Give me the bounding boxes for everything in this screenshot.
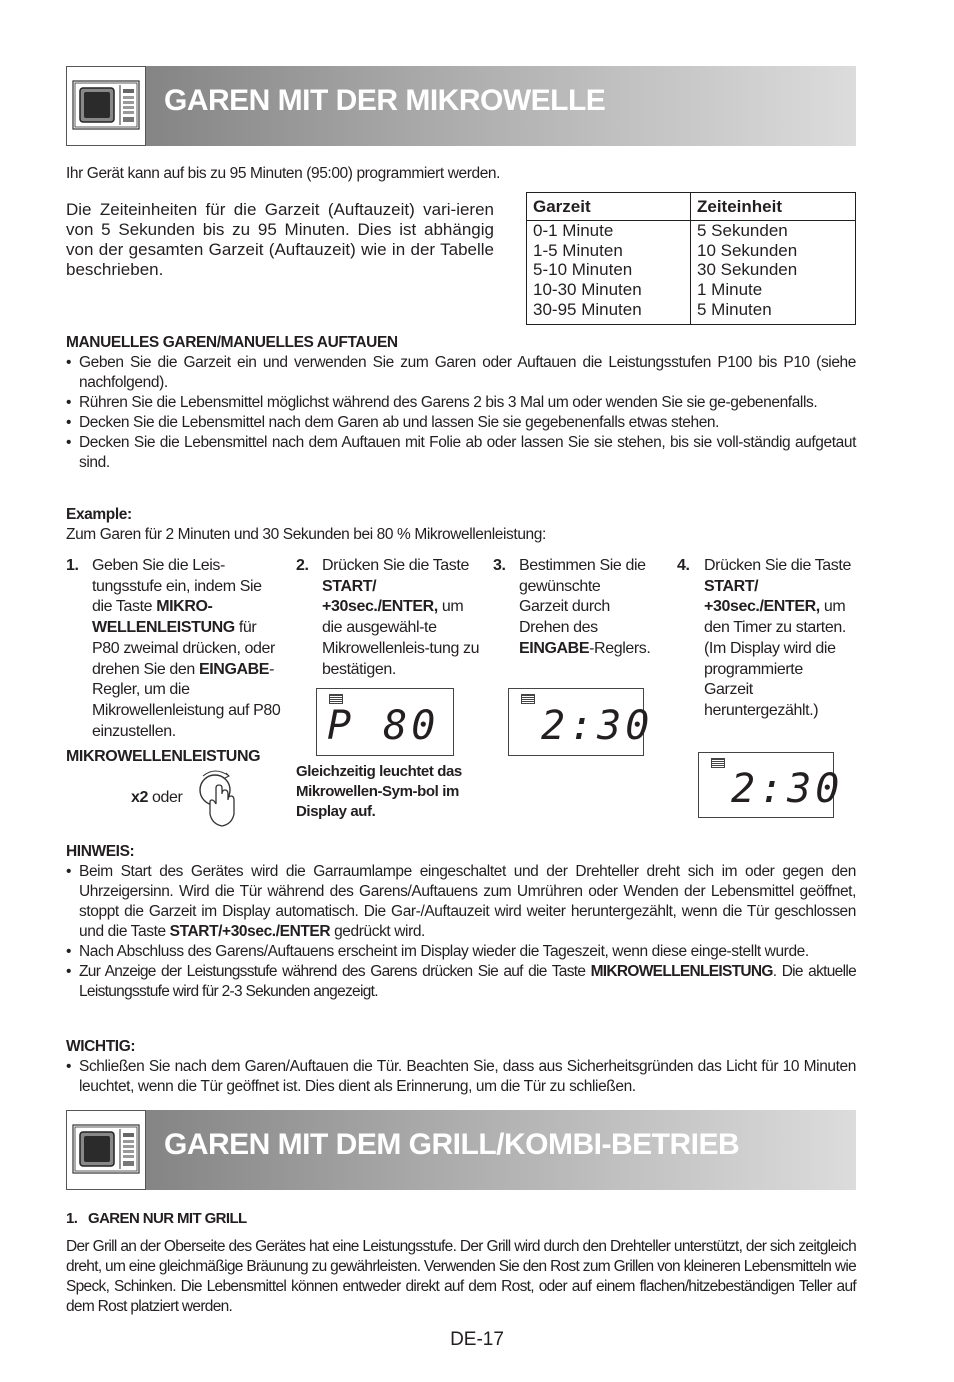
step-text xyxy=(322,556,480,680)
list-item: • Decken Sie die Lebensmittel nach dem Garen ab und lassen Sie sie gegebenenfalls etwas stehen. xyxy=(66,413,856,433)
table-cell-value: 5-10 Minuten xyxy=(533,260,633,280)
list-item xyxy=(66,862,856,942)
display-value: P 80 xyxy=(327,703,440,749)
table-cell-value: 30-95 Minuten xyxy=(533,299,642,319)
knob-hand-icon xyxy=(196,768,240,828)
display-value: 2:30 xyxy=(731,766,844,812)
list-item-text: Beim Start des Gerätes wird die Garraumlampe eingeschaltet und der Drehteller dreht sich im oder gegen den Uhrzeigersinn. Wird die Tür während des Garens/Auftauens zum Umrühren oder Wenden der Lebensmittel geöffnet, stoppt die Garzeit im Display automatisch. Die Gar-/Auftauzeit wird weiter heruntergezählt, wenn die Tür geschlossen und die Taste xyxy=(79,863,856,940)
step-text-bold: MIKRO-WELLENLEISTUNG xyxy=(92,598,235,637)
table-cell-value: 0-1 Minute xyxy=(533,220,614,240)
list-item: • Decken Sie die Lebensmittel nach dem Auftauen mit Folie ab oder lassen Sie sie stehen, bis sie voll-ständig aufgetaut sind. xyxy=(66,433,856,473)
step-text-part: -Reglers. xyxy=(589,639,651,657)
step-text-bold: EINGABE xyxy=(198,660,270,678)
microwave-symbol-icon xyxy=(521,694,535,704)
table-cell-value: 10-30 Minuten xyxy=(533,280,642,300)
section-banner-grill xyxy=(66,1110,856,1190)
list-item: • Geben Sie die Garzeit ein und verwenden Sie zum Garen oder Auftauen die Leistungsstufen P100 bis P10 (siehe nachfolgend). xyxy=(66,353,856,393)
table-header-row xyxy=(527,193,856,221)
table-cell xyxy=(527,220,691,324)
step-text-part: Bestimmen Sie die gewünschte Garzeit durch Drehen des xyxy=(519,557,646,637)
table-cell-value: 1 Minute xyxy=(697,280,763,300)
section-title: GAREN MIT DER MIKROWELLE xyxy=(164,84,606,117)
important-bullet-list xyxy=(66,1057,856,1097)
table-cell-value: 5 Minuten xyxy=(697,299,772,319)
step-text-part: Drücken Sie die Taste xyxy=(704,557,851,574)
display-time-step3 xyxy=(508,688,654,756)
manual-bullet-list xyxy=(66,353,856,473)
list-item: • Schließen Sie nach dem Garen/Auftauen die Tür. Beachten Sie, dass aus Sicherheitsgründen das Licht für 10 Minuten leuchtet, wenn die Tür geöffnet ist. Dies dient als Erinnerung, um die Tür zu schließen. xyxy=(66,1057,856,1097)
microwave-symbol-icon xyxy=(711,758,725,768)
section-title: GAREN MIT DEM GRILL/KOMBI-BETRIEB xyxy=(164,1128,740,1161)
table-cell-value: 5 Sekunden xyxy=(697,220,788,240)
time-units-text: Die Zeiteinheiten für die Garzeit (Auftauzeit) vari-ieren von 5 Sekunden bis zu 95 Minuten. Dies ist abhängig von der gesamten Garzeit (Auftauzeit) wie in der Tabelle beschrieben. xyxy=(66,200,494,279)
list-item-text: Zur Anzeige der Leistungsstufe während des Garens drücken Sie auf die Taste xyxy=(79,963,591,980)
table-cell-value: 1-5 Minuten xyxy=(533,240,623,260)
step-number: 2. xyxy=(296,557,309,574)
note-bullet-list xyxy=(66,862,856,1002)
step-text xyxy=(92,556,282,742)
step-text-bold: START/ +30sec./ENTER, xyxy=(704,577,820,616)
example-heading: Example: xyxy=(66,506,132,523)
list-item xyxy=(66,962,856,1002)
table-cell-value: 30 Sekunden xyxy=(697,260,798,280)
step-text-part: für P80 zweimal drücken, oder drehen Sie den xyxy=(92,619,275,678)
intro-text: Ihr Gerät kann auf bis zu 95 Minuten (95:00) programmiert werden. xyxy=(66,165,501,182)
microwave-icon xyxy=(66,66,146,146)
step-number: 1. xyxy=(66,557,79,574)
microwave-icon xyxy=(66,1110,146,1190)
table-header-cell: Zeiteinheit xyxy=(691,193,856,221)
display-power-p80 xyxy=(316,688,454,756)
list-item-text: . Die aktuelle Leistungsstufe wird für 2-3 Sekunden angezeigt. xyxy=(79,963,856,1000)
table-cell xyxy=(691,220,856,324)
grill-sub-heading: 1. GAREN NUR MIT GRILL xyxy=(66,1210,247,1227)
page-number: DE-17 xyxy=(450,1329,504,1350)
grill-text: Der Grill an der Oberseite des Gerätes hat eine Leistungsstufe. Der Grill wird durch den Drehteller unterstützt, der sich zeitgleich dreht, um eine gleichmäßige Bräunung zu gewährleisten. Verwenden Sie den Rost zum Grillen von kleineren Lebensmitteln wie Speck, Schinken. Die Lebensmittel können entweder direkt auf dem Rost, oder auf einem flachen/hitzebeständigen Teller auf dem Rost platziert werden. xyxy=(66,1238,856,1315)
list-item-text: Nach Abschluss des Garens/Auftauens erscheint im Display wieder die Tageszeit, wenn diese einge-stellt wurde. xyxy=(79,943,809,960)
example-text: Zum Garen für 2 Minuten und 30 Sekunden bei 80 % Mikrowellenleistung: xyxy=(66,526,546,543)
note-heading: HINWEIS: xyxy=(66,843,135,860)
step-number: 4. xyxy=(677,557,690,574)
step-text-part: Drücken Sie die Taste xyxy=(322,557,469,574)
step-text-bold: EINGABE xyxy=(519,639,590,657)
list-item: • Rühren Sie die Lebensmittel möglichst während des Garens 2 bis 3 Mal um oder wenden Sie sie ge-gebenenfalls. xyxy=(66,393,856,413)
display-value: 2:30 xyxy=(541,703,654,749)
step-text xyxy=(519,556,651,660)
list-item-bold: MIKROWELLENLEISTUNG xyxy=(590,963,773,980)
step-text-part: Geben Sie die Leis-tungsstufe ein, indem Sie die Taste xyxy=(92,557,262,616)
section-banner-microwave xyxy=(66,66,856,146)
display-note: Gleichzeitig leuchtet das Mikrowellen-Sym-bol im Display auf. xyxy=(296,763,462,820)
press-twice-label xyxy=(131,789,182,807)
step-text-part: -Regler, um die Mikrowellenleistung auf P80 einzustellen. xyxy=(92,660,281,740)
table-body-row xyxy=(527,220,856,324)
step-text-part: um die ausgewähl-te Mikrowellenleis-tung zu bestätigen. xyxy=(322,598,480,678)
manual-heading: MANUELLES GAREN/MANUELLES AUFTAUEN xyxy=(66,334,398,351)
step-text-part: um den Timer zu starten. (Im Display wird die programmierte Garzeit heruntergezählt.) xyxy=(704,598,846,719)
x2-label: x2 xyxy=(131,789,148,806)
step-text-bold: START/ +30sec./ENTER, xyxy=(322,577,438,616)
important-heading: WICHTIG: xyxy=(66,1038,136,1055)
table-cell-value: 10 Sekunden xyxy=(697,240,798,260)
or-label: oder xyxy=(152,789,183,806)
table-header-cell: Garzeit xyxy=(527,193,691,221)
power-level-label: MIKROWELLENLEISTUNG xyxy=(66,748,261,765)
list-item xyxy=(66,942,856,962)
list-item-bold: START/+30sec./ENTER xyxy=(169,923,331,940)
list-item-text: gedrückt wird. xyxy=(330,923,425,940)
time-units-table xyxy=(526,192,856,325)
step-number: 3. xyxy=(493,557,506,574)
display-time-step4 xyxy=(698,752,844,818)
step-text xyxy=(704,556,854,722)
